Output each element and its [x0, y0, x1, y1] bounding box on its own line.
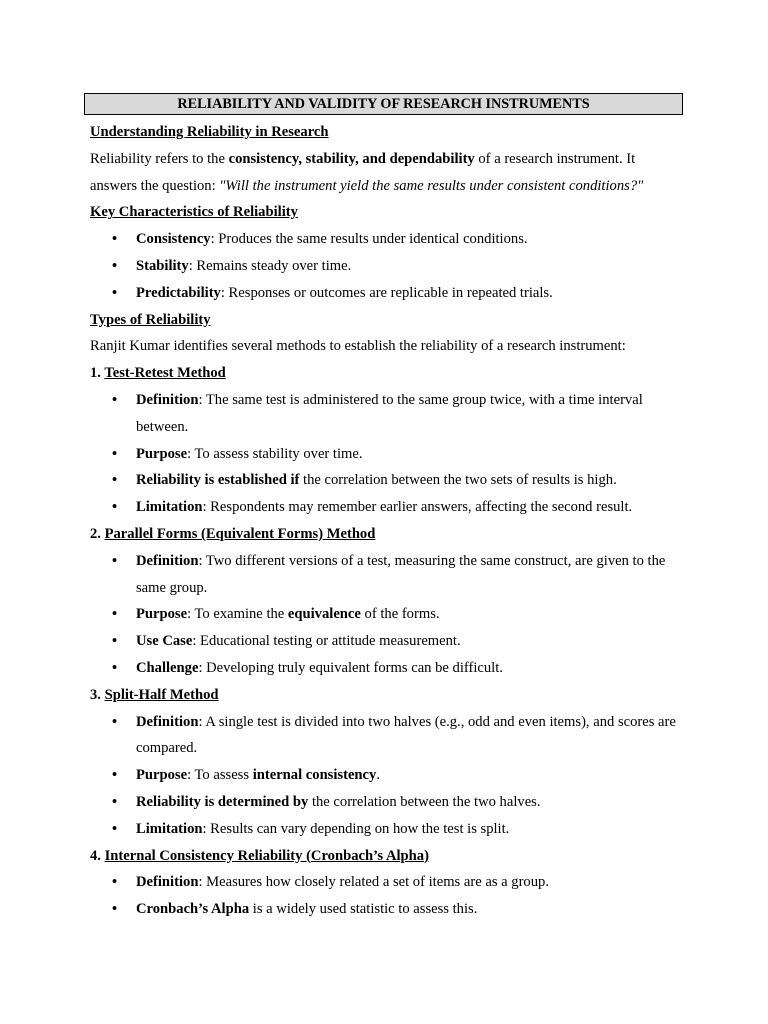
internal-consistency-list [90, 869, 690, 923]
list-item: • Reliability is established if the correlation between the two sets of results is high. [90, 467, 696, 494]
method-heading-test-retest: 1. Test-Retest Method [90, 365, 226, 382]
list-item: • Purpose: To assess internal consistency. [90, 762, 696, 789]
list-item: • Definition: A single test is divided into two halves (e.g., odd and even items), and scores are compared. [90, 709, 696, 763]
document-body [90, 119, 690, 923]
list-item: • Challenge: Developing truly equivalent forms can be difficult. [90, 655, 696, 682]
method-heading-internal-consistency: 4. Internal Consistency Reliability (Cronbach’s Alpha) [90, 847, 429, 864]
method-heading-split-half: 3. Split-Half Method [90, 686, 219, 703]
list-item: • Limitation: Respondents may remember earlier answers, affecting the second result. [90, 494, 696, 521]
list-item: • Definition: The same test is administered to the same group twice, with a time interval between. [90, 387, 696, 441]
document-title: RELIABILITY AND VALIDITY OF RESEARCH INSTRUMENTS [84, 93, 683, 115]
list-item: • Predictability: Responses or outcomes are replicable in repeated trials. [90, 280, 696, 307]
parallel-forms-list [90, 548, 690, 682]
paragraph-definition-line2: answers the question: "Will the instrument yield the same results under consistent conditions?" [90, 177, 644, 194]
list-item: • Definition: Measures how closely related a set of items are as a group. [90, 869, 696, 896]
section-heading-key-characteristics: Key Characteristics of Reliability [90, 204, 298, 221]
method-heading-parallel-forms: 2. Parallel Forms (Equivalent Forms) Method [90, 525, 376, 542]
list-item: • Cronbach’s Alpha is a widely used statistic to assess this. [90, 896, 696, 923]
section-heading-understanding: Understanding Reliability in Research [90, 124, 329, 140]
list-item: • Definition: Two different versions of a test, measuring the same construct, are given to the same group. [90, 548, 696, 602]
list-item: • Purpose: To assess stability over time. [90, 441, 696, 468]
list-item: • Stability: Remains steady over time. [90, 253, 696, 280]
list-item: • Reliability is determined by the correlation between the two halves. [90, 789, 696, 816]
section-heading-types: Types of Reliability [90, 311, 211, 328]
list-item: • Limitation: Results can vary depending on how the test is split. [90, 816, 696, 843]
split-half-list [90, 709, 690, 843]
list-item: • Purpose: To examine the equivalence of the forms. [90, 601, 696, 628]
types-intro: Ranjit Kumar identifies several methods to establish the reliability of a research instrument: [90, 338, 626, 355]
list-item: • Consistency: Produces the same results under identical conditions. [90, 226, 696, 253]
key-characteristics-list [90, 226, 690, 306]
paragraph-definition-line1: Reliability refers to the consistency, stability, and dependability of a research instrument. It [90, 150, 636, 167]
test-retest-list [90, 387, 690, 521]
list-item: • Use Case: Educational testing or attitude measurement. [90, 628, 696, 655]
